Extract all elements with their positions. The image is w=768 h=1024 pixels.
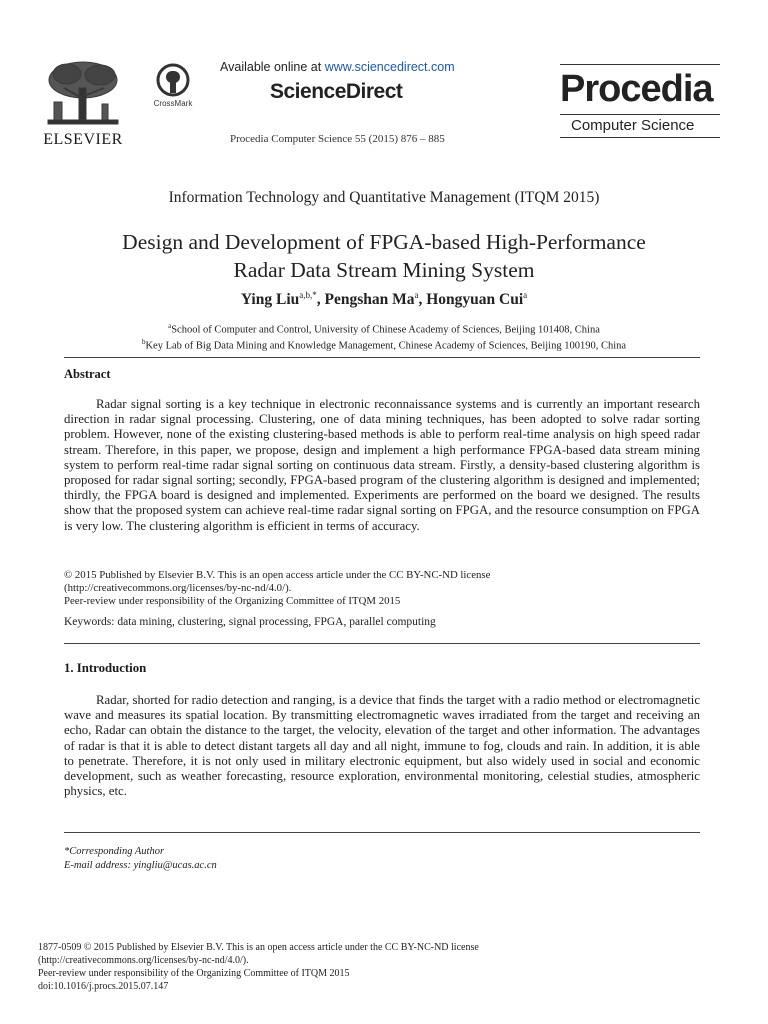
paper-title (0, 228, 768, 284)
footer-issn-license: 1877-0509 © 2015 Published by Elsevier B.V. This is an open access article under the CC BY-NC-ND license (38, 942, 479, 953)
title-line-2: Radar Data Stream Mining System (233, 258, 535, 282)
footer-license-link[interactable]: (http://creativecommons.org/licenses/by-nc-nd/4.0/). (38, 955, 249, 966)
divider (64, 643, 700, 644)
license-statement: © 2015 Published by Elsevier B.V. This is an open access article under the CC BY-NC-ND license (64, 569, 491, 581)
divider (64, 357, 700, 358)
title-line-1: Design and Development of FPGA-based High-Performance (122, 230, 646, 254)
author-marks: a (414, 290, 419, 300)
author-marks: a (523, 290, 528, 300)
procedia-logo-text: Procedia (560, 68, 713, 110)
footnote-divider (64, 832, 700, 833)
corresponding-author-note: *Corresponding Author (64, 846, 165, 857)
sciencedirect-link[interactable]: www.sciencedirect.com (324, 60, 455, 74)
available-prefix: Available online at (220, 60, 325, 74)
crossmark-icon (148, 63, 198, 99)
publisher-name: ELSEVIER (43, 131, 123, 148)
affiliation-mark: b (141, 338, 146, 346)
elsevier-tree-icon (42, 58, 124, 128)
author-list: Ying Liu$^{a,b,*}$, Pengshan Ma$^a$, Hongyuan Cui$^a$ (240, 290, 528, 309)
journal-reference: Procedia Computer Science 55 (2015) 876 – 885 (230, 133, 445, 145)
footer-doi[interactable]: doi:10.1016/j.procs.2015.07.147 (38, 981, 169, 992)
license-link[interactable]: (http://creativecommons.org/licenses/by-nc-nd/4.0/). (64, 582, 292, 594)
elsevier-logo (38, 58, 128, 150)
section-heading-introduction: 1. Introduction (64, 661, 147, 675)
author-name: Pengshan Ma (324, 291, 415, 309)
sciencedirect-brand: ScienceDirect (270, 80, 403, 103)
affiliation-a (0, 322, 768, 336)
procedia-divider-middle (560, 114, 720, 115)
author-email[interactable]: E-mail address: yingliu@ucas.ac.cn (64, 860, 217, 871)
author-name: Ying Liu (240, 291, 300, 309)
conference-name: Information Technology and Quantitative Management (ITQM 2015) (168, 189, 600, 206)
author-name: Hongyuan Cui (426, 291, 524, 309)
footer-peer-review: Peer-review under responsibility of the Organizing Committee of ITQM 2015 (38, 968, 350, 979)
introduction-body: Radar, shorted for radio detection and ranging, is a device that finds the target with a radio method or electromagnetic wave and measures its spatial location. By transmitting electromagnetic waves irradiated from the target and receiving an echo, Radar can obtain the distance to the target, the velocity, elevation of the target and other information. The advantages of radar is that it is able to detect distant targets all day and all night, immune to fog, clouds and rain. In addition, it is able to penetrate. Therefore, it is not only used in military electronic equipment, but also widely used in social and economic development, such as weather forecasting, resource exploration, environmental monitoring, celestial studies, atmospheric physics, etc. (64, 693, 700, 799)
abstract-heading: Abstract (64, 367, 111, 381)
procedia-divider-bottom (560, 137, 720, 138)
crossmark-badge[interactable] (148, 63, 198, 113)
author-marks: a,b,* (299, 290, 317, 300)
affiliation-text: School of Computer and Control, University of Chinese Academy of Sciences, Beijing 101408, China (171, 324, 600, 336)
procedia-subtitle: Computer Science (571, 117, 695, 134)
affiliation-mark: a (168, 322, 172, 330)
affiliation-b (0, 338, 768, 352)
crossmark-label: CrossMark (153, 99, 193, 108)
available-online (220, 60, 455, 74)
affiliation-text: Key Lab of Big Data Mining and Knowledge Management, Chinese Academy of Sciences, Beijing 100190, China (145, 340, 627, 352)
keywords: Keywords: data mining, clustering, signal processing, FPGA, parallel computing (64, 616, 436, 628)
abstract-body: Radar signal sorting is a key technique in electronic reconnaissance systems and is currently an important research direction in radar signal processing. Clustering, one of data mining techniques, has been adopted to solve radar sorting problem. However, none of the existing clustering-based methods is able to perform real-time analysis on high speed radar stream. Therefore, in this paper, we propose, design and implement a high performance FPGA-based data stream mining system to perform real-time radar signal sorting on continuous data stream. Firstly, a density-based clustering algorithm is proposed for radar signal sorting; secondly, FPGA-based program of the clustering algorithm is designed and implemented; thirdly, the FPGA board is designed and implemented. Experiments are performed on the board we designed. The results show that the proposed system can achieve real-time radar signal sorting on FPGA, and the resource consumption on FPGA is very low. The clustering algorithm is efficient in terms of accuracy. (64, 397, 700, 533)
procedia-divider-top (560, 64, 720, 65)
peer-review-statement: Peer-review under responsibility of the Organizing Committee of ITQM 2015 (64, 595, 401, 607)
